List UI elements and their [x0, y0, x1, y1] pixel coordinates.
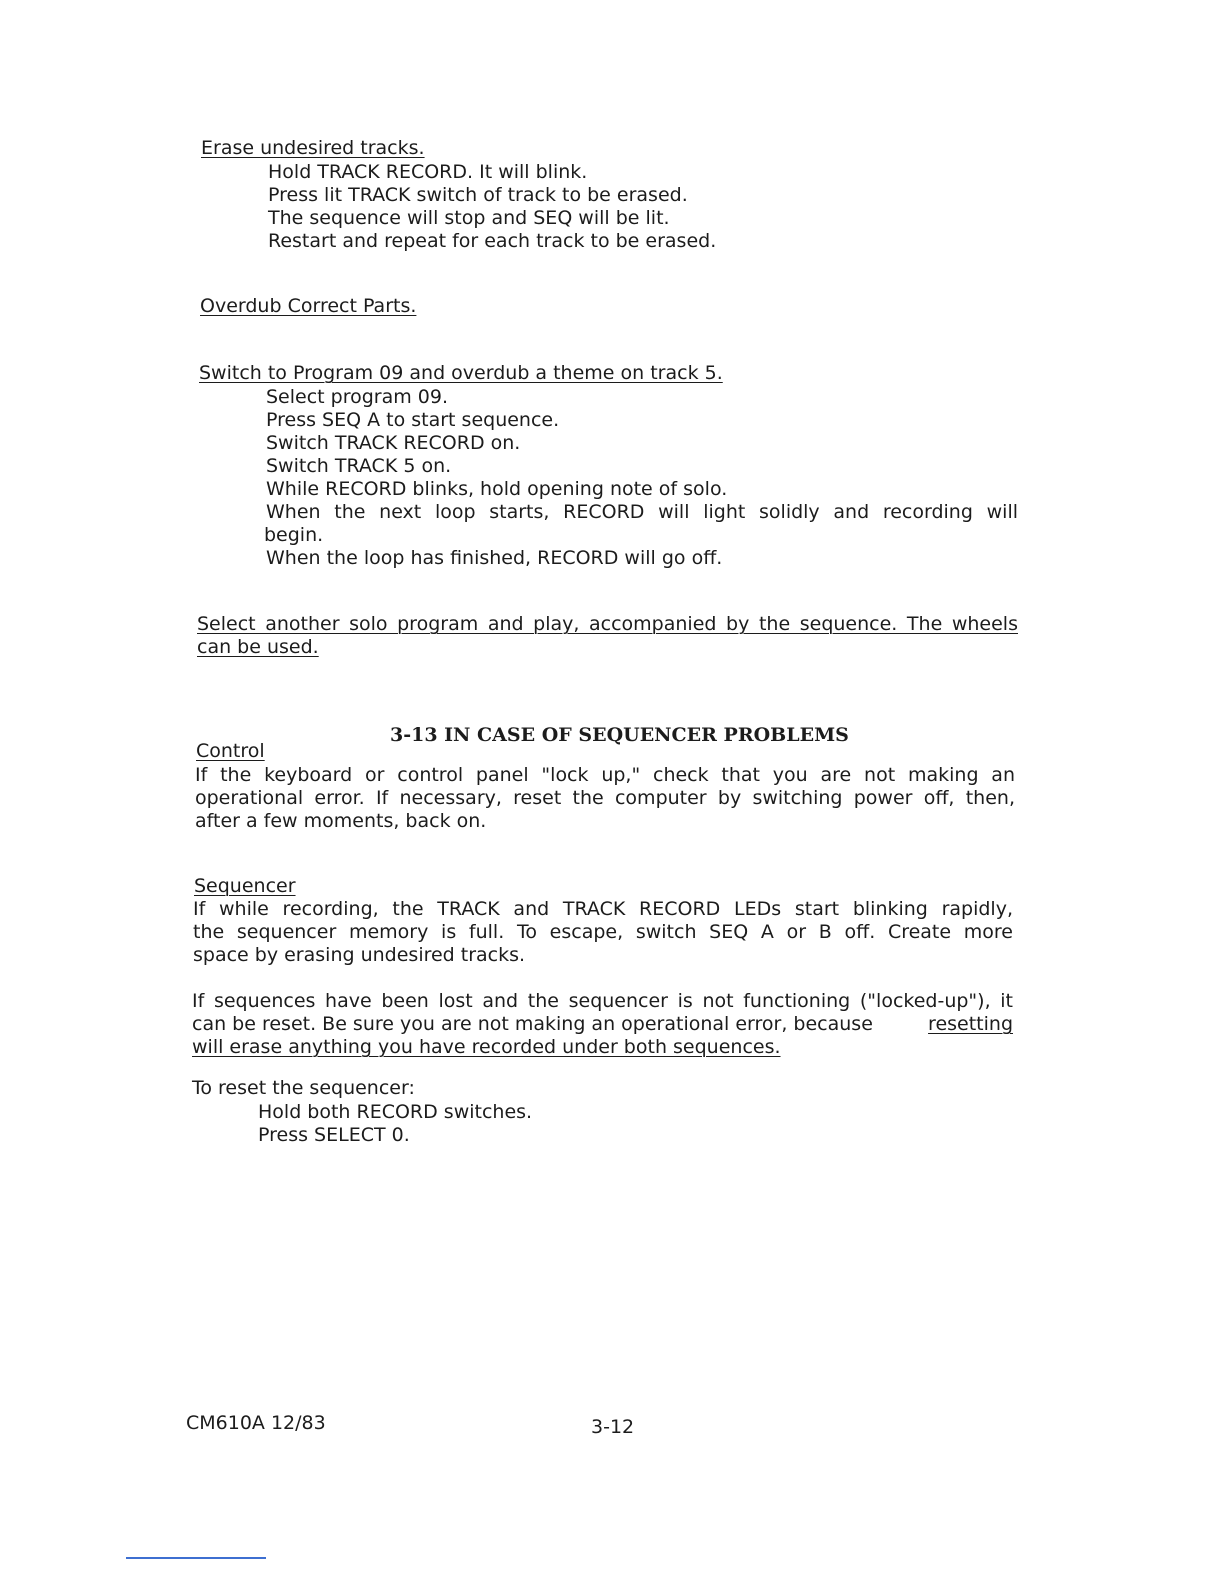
control-line: after a few moments, back on. — [195, 810, 487, 832]
solo-line: Select another solo program and play, accompanied by the sequence. The wheels — [197, 613, 1018, 635]
sequencer-text: can be reset. Be sure you are not making an operational error, because — [192, 1013, 873, 1035]
erase-step: Press lit TRACK switch of track to be erased. — [268, 184, 688, 206]
control-line: operational error. If necessary, reset the computer by switching power off, then, — [195, 787, 1015, 809]
switch-heading: Switch to Program 09 and overdub a theme on track 5. — [199, 362, 723, 384]
sequencer-line: space by erasing undesired tracks. — [193, 944, 526, 966]
sequencer-line: the sequencer memory is full. To escape, switch SEQ A or B off. Create more — [193, 921, 1013, 943]
control-paragraph — [195, 764, 1015, 833]
switch-step: Switch TRACK 5 on. — [266, 455, 452, 477]
reset-step: Press SELECT 0. — [258, 1124, 410, 1146]
reset-steps — [258, 1101, 532, 1147]
reset-heading: To reset the sequencer: — [192, 1077, 415, 1099]
footer-page-number: 3-12 — [591, 1416, 635, 1438]
sequencer-line — [192, 1013, 1013, 1036]
footer-doc-id: CM610A 12/83 — [186, 1412, 326, 1434]
sequencer-underlined-text: resetting — [928, 1013, 1013, 1035]
sequencer-line: will erase anything you have recorded under both sequences. — [192, 1036, 781, 1058]
solo-paragraph — [197, 613, 1018, 659]
switch-step: When the loop has finished, RECORD will go off. — [266, 547, 723, 569]
erase-step: Restart and repeat for each track to be erased. — [268, 230, 717, 252]
solo-line: can be used. — [197, 636, 319, 658]
control-line: If the keyboard or control panel "lock up," check that you are not making an — [195, 764, 1015, 786]
overdub-heading: Overdub Correct Parts. — [200, 295, 417, 317]
switch-step: While RECORD blinks, hold opening note of solo. — [266, 478, 728, 500]
erase-heading: Erase undesired tracks. — [201, 137, 425, 159]
erase-steps — [268, 161, 716, 253]
bottom-accent-line — [126, 1557, 266, 1559]
sequencer-paragraph-1 — [193, 898, 1013, 967]
erase-step: Hold TRACK RECORD. It will blink. — [268, 161, 588, 183]
switch-step: When the next loop starts, RECORD will light solidly and recording will — [266, 501, 1018, 523]
sequencer-paragraph-2 — [192, 990, 1013, 1059]
control-heading: Control — [196, 740, 265, 762]
sequencer-line: If sequences have been lost and the sequencer is not functioning ("locked-up"), it — [192, 990, 1013, 1012]
switch-step: begin. — [264, 524, 324, 546]
reset-step: Hold both RECORD switches. — [258, 1101, 533, 1123]
erase-step: The sequence will stop and SEQ will be lit. — [268, 207, 670, 229]
switch-step: Select program 09. — [266, 386, 449, 408]
switch-step: Switch TRACK RECORD on. — [266, 432, 521, 454]
section-heading: 3-13 IN CASE OF SEQUENCER PROBLEMS — [390, 724, 849, 746]
sequencer-heading: Sequencer — [194, 875, 296, 897]
sequencer-line: If while recording, the TRACK and TRACK RECORD LEDs start blinking rapidly, — [193, 898, 1013, 920]
switch-steps — [266, 386, 1018, 570]
switch-step: Press SEQ A to start sequence. — [266, 409, 560, 431]
